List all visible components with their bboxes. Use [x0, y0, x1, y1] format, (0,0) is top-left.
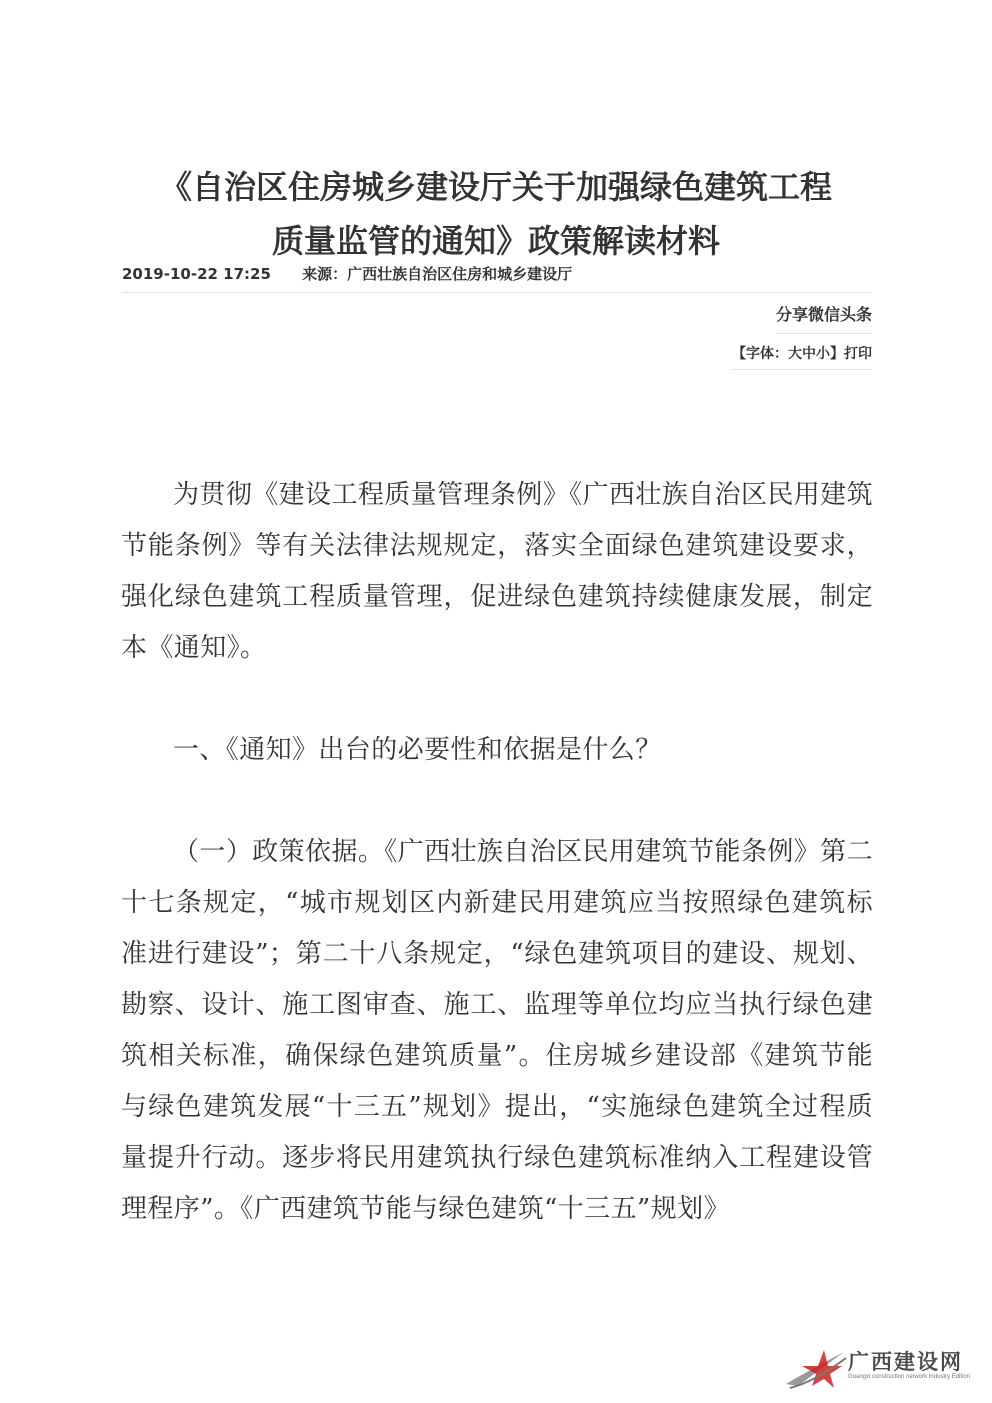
print-button[interactable]: 打印	[844, 346, 872, 362]
font-size-controls	[732, 343, 872, 370]
font-bracket-close: 】	[830, 346, 844, 362]
body-heading-section-1: 一、《通知》出台的必要性和依据是什么？	[173, 735, 662, 765]
article-title	[60, 160, 932, 268]
article-title-line-2: 质量监管的通知》政策解读材料	[271, 222, 720, 260]
article-body	[121, 470, 873, 1235]
body-paragraph-intro: 为贯彻《建设工程质量管理条例》《广西壮族自治区民用建筑节能条例》等有关法律法规规定，落实全面绿色建筑建设要求，强化绿色建筑工程质量管理，促进绿色建筑持续健康发展，制定本《通知》。	[121, 480, 873, 663]
watermark-name: 广西建设网	[848, 1349, 963, 1374]
share-wechat-toutiao[interactable]: 分享微信头条	[776, 302, 872, 334]
article-meta	[122, 263, 872, 293]
star-logo-icon	[784, 1344, 848, 1390]
font-size-small-button[interactable]: 小	[816, 346, 830, 362]
body-paragraph-policy-basis: （一）政策依据。《广西壮族自治区民用建筑节能条例》第二十七条规定，“城市规划区内新建民用建筑应当按照绿色建筑标准进行建设”；第二十八条规定，“绿色建筑项目的建设、规划、勘察、设计、施工图审查、施工、监理等单位均应当执行绿色建筑相关标准，确保绿色建筑质量”。住房城乡建设部《建筑节能与绿色建筑发展“十三五”规划》提出，“实施绿色建筑全过程质量提升行动。逐步将民用建筑执行绿色建筑标准纳入工程建设管理程序”。《广西建筑节能与绿色建筑“十三五”规划》	[121, 837, 873, 1224]
font-bracket-open: 【字体：	[732, 346, 788, 362]
source-label: 来源：	[302, 265, 348, 283]
watermark-logo	[784, 1340, 984, 1396]
font-size-large-button[interactable]: 大	[788, 346, 802, 362]
publish-date: 2019-10-22 17:25	[122, 265, 271, 283]
source-name: 广西壮族自治区住房和城乡建设厅	[347, 265, 573, 283]
watermark-subtitle: Guangxi construction network Industry Edition	[848, 1374, 971, 1380]
article-title-line-1: 《自治区住房城乡建设厅关于加强绿色建筑工程	[159, 168, 832, 206]
font-size-medium-button[interactable]: 中	[802, 346, 816, 362]
